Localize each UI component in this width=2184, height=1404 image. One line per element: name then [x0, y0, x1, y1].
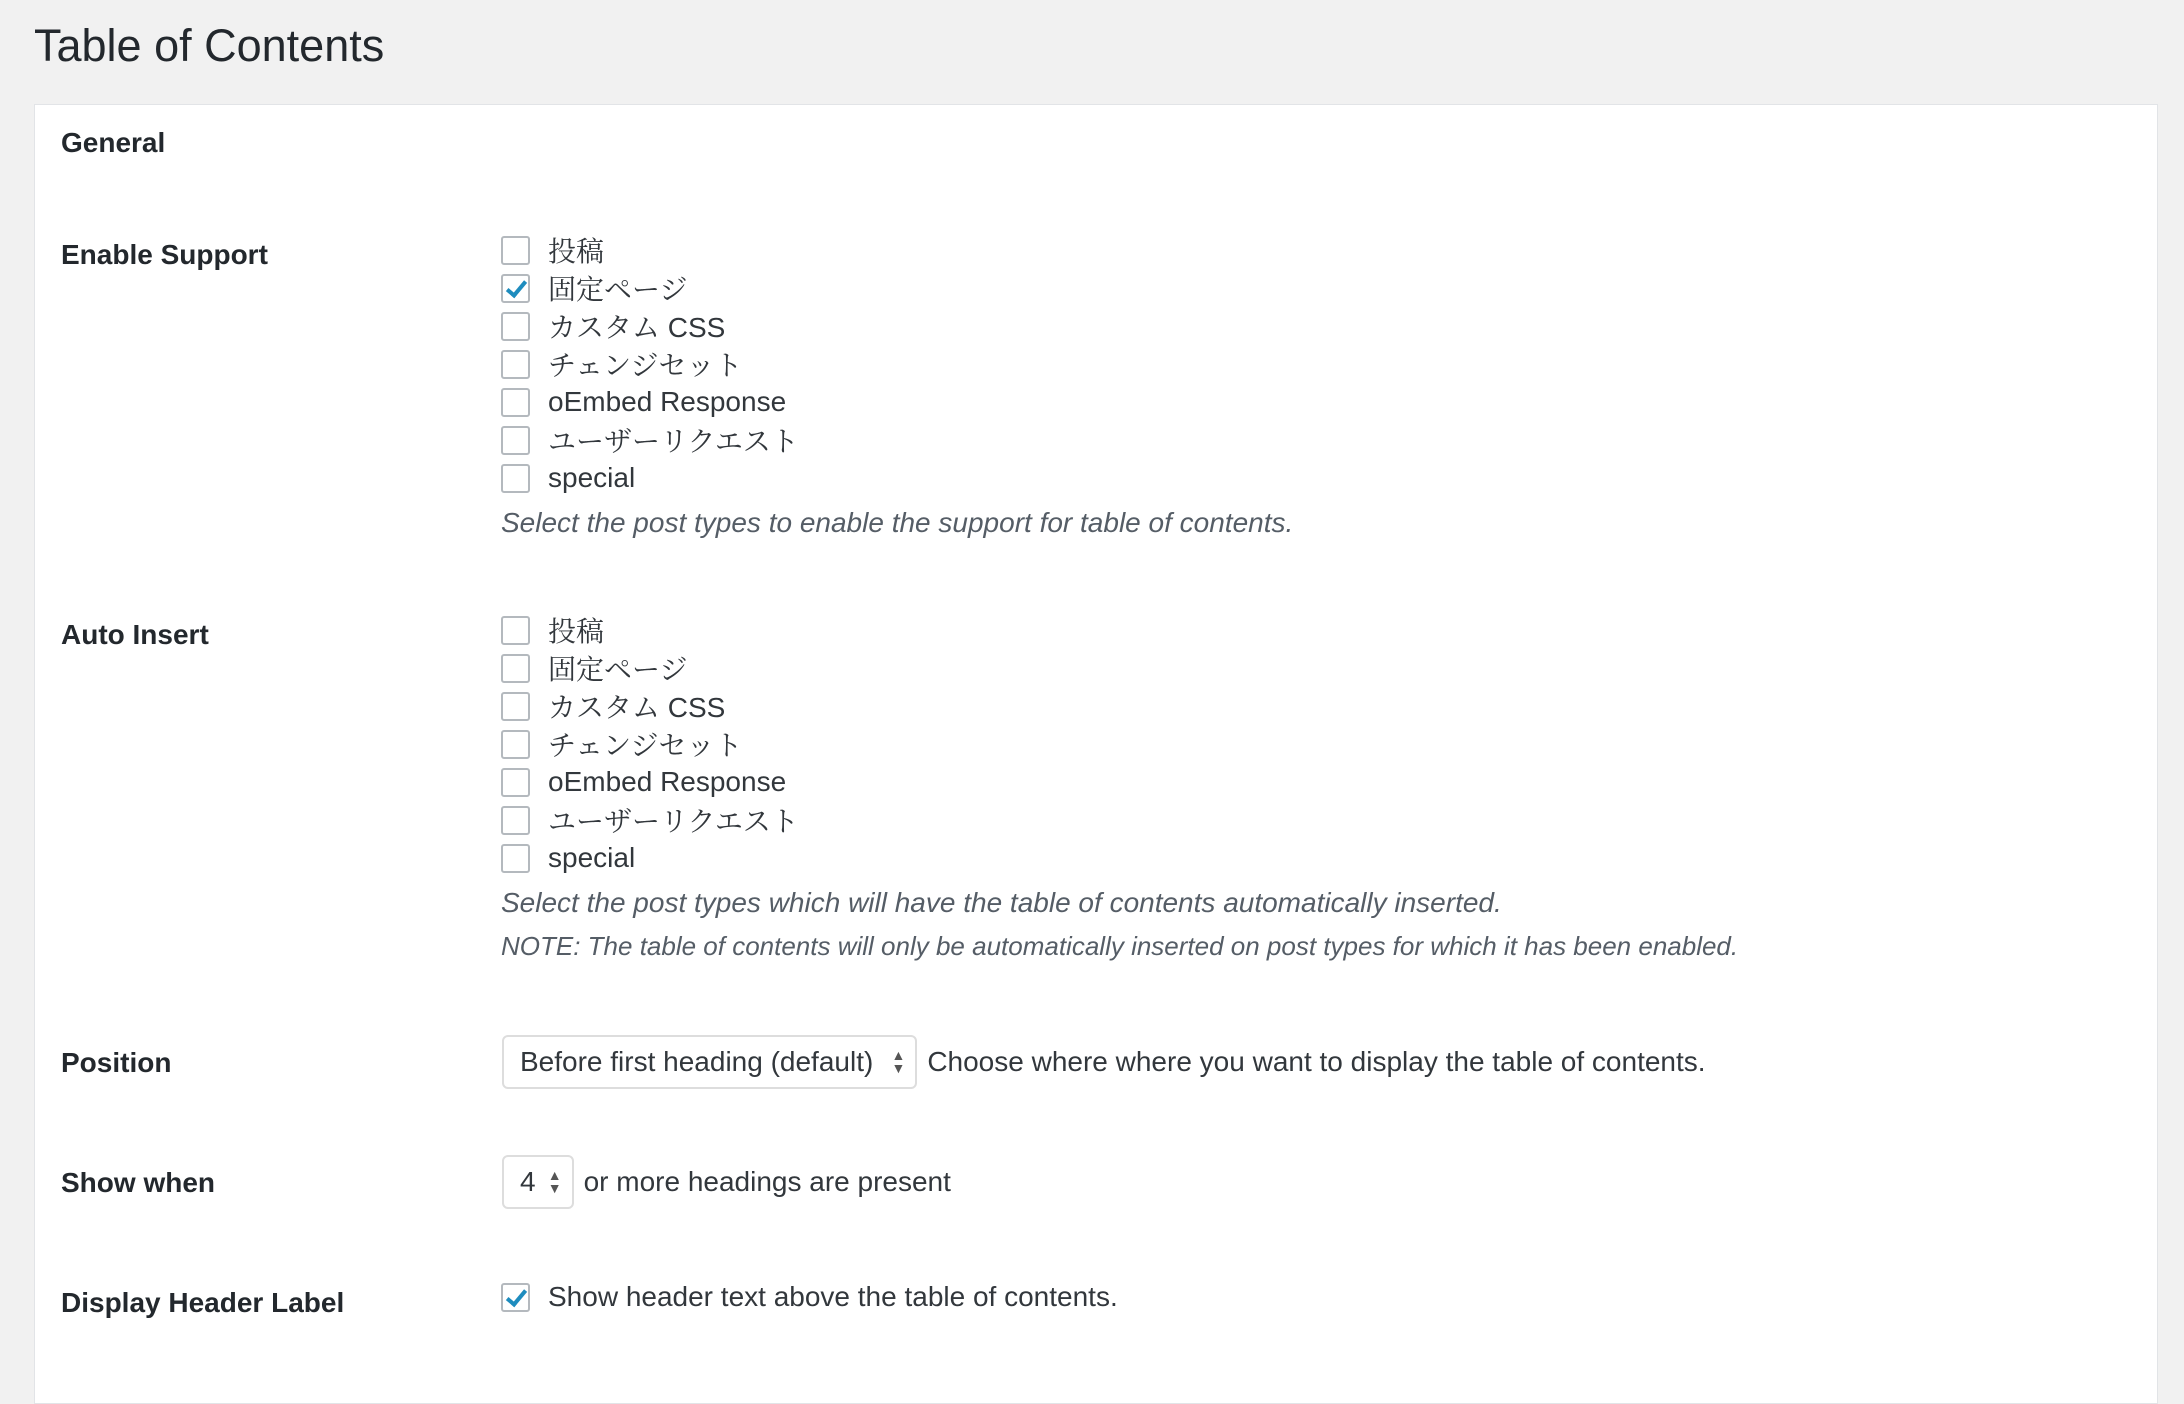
checkbox-option[interactable]	[501, 421, 1293, 459]
page-title: Table of Contents	[34, 20, 385, 71]
checkbox-label: oEmbed Response	[548, 386, 787, 417]
enable-support-field	[501, 231, 1293, 539]
checkbox[interactable]	[501, 730, 530, 759]
select-arrows-icon: ▲ ▼	[891, 1047, 906, 1076]
checkbox[interactable]	[501, 616, 530, 645]
position-select[interactable]	[502, 1035, 917, 1089]
checkbox-label: oEmbed Response	[548, 766, 787, 797]
checkbox-option[interactable]	[501, 383, 1293, 421]
checkbox-option[interactable]	[501, 839, 1738, 877]
checkbox-label: 固定ページ	[548, 654, 688, 685]
checkbox-label: 投稿	[548, 236, 605, 267]
checkbox[interactable]	[501, 654, 530, 683]
checkbox[interactable]	[501, 312, 530, 341]
display-header-text: Show header text above the table of contents.	[548, 1281, 1118, 1312]
show-when-field	[502, 1155, 951, 1209]
checkbox-option[interactable]	[501, 725, 1738, 763]
checkbox-label: special	[548, 842, 636, 873]
checkbox-label: チェンジセット	[548, 730, 743, 761]
checkbox-label: 固定ページ	[548, 274, 688, 305]
checkbox-option[interactable]	[501, 763, 1738, 801]
section-title-general: General	[61, 127, 166, 158]
checkbox-label: 投稿	[548, 616, 605, 647]
enable-support-label: Enable Support	[61, 239, 268, 270]
checkbox[interactable]	[501, 236, 530, 265]
checkbox[interactable]	[501, 844, 530, 873]
position-field	[502, 1035, 1706, 1089]
checkbox-option[interactable]	[501, 231, 1293, 269]
auto-insert-note: NOTE: The table of contents will only be automatically inserted on post types for which it has been enabled.	[501, 931, 1739, 961]
checkbox-label: special	[548, 462, 636, 493]
enable-support-description: Select the post types to enable the support for table of contents.	[501, 507, 1294, 538]
heading-count-value: 4	[520, 1166, 536, 1197]
checkbox[interactable]	[501, 274, 530, 303]
checkbox-label: カスタム CSS	[548, 692, 726, 723]
auto-insert-label: Auto Insert	[61, 619, 209, 650]
show-when-suffix: or more headings are present	[583, 1166, 951, 1197]
position-label: Position	[61, 1047, 172, 1078]
checkbox-option[interactable]	[501, 611, 1738, 649]
enable-support-checklist	[501, 231, 1293, 497]
select-arrows-icon: ▲ ▼	[547, 1167, 562, 1196]
checkbox-option[interactable]	[501, 307, 1293, 345]
display-header-label-field	[501, 1281, 1118, 1313]
position-description: Choose where where you want to display the table of contents.	[927, 1046, 1706, 1077]
auto-insert-field	[501, 611, 1738, 962]
display-header-checkbox[interactable]	[501, 1283, 530, 1312]
auto-insert-checklist	[501, 611, 1738, 877]
checkbox[interactable]	[501, 806, 530, 835]
checkbox[interactable]	[501, 464, 530, 493]
checkbox-option[interactable]	[501, 801, 1738, 839]
checkbox-option[interactable]	[501, 345, 1293, 383]
checkbox-label: チェンジセット	[548, 350, 743, 381]
auto-insert-description: Select the post types which will have the table of contents automatically inserted.	[501, 887, 1502, 918]
checkbox-label: カスタム CSS	[548, 312, 726, 343]
display-header-label-label: Display Header Label	[61, 1287, 345, 1318]
show-when-label: Show when	[61, 1167, 215, 1198]
checkbox-option[interactable]	[501, 687, 1738, 725]
settings-panel	[34, 104, 2158, 1404]
checkbox-label: ユーザーリクエスト	[548, 426, 799, 457]
checkbox[interactable]	[501, 692, 530, 721]
checkbox-option[interactable]	[501, 459, 1293, 497]
checkbox-option[interactable]	[501, 649, 1738, 687]
checkbox[interactable]	[501, 426, 530, 455]
checkbox[interactable]	[501, 768, 530, 797]
heading-count-select[interactable]	[502, 1155, 574, 1209]
checkbox-option[interactable]	[501, 269, 1293, 307]
checkbox[interactable]	[501, 388, 530, 417]
checkbox-label: ユーザーリクエスト	[548, 806, 799, 837]
checkbox[interactable]	[501, 350, 530, 379]
position-select-value: Before first heading (default)	[520, 1046, 874, 1077]
